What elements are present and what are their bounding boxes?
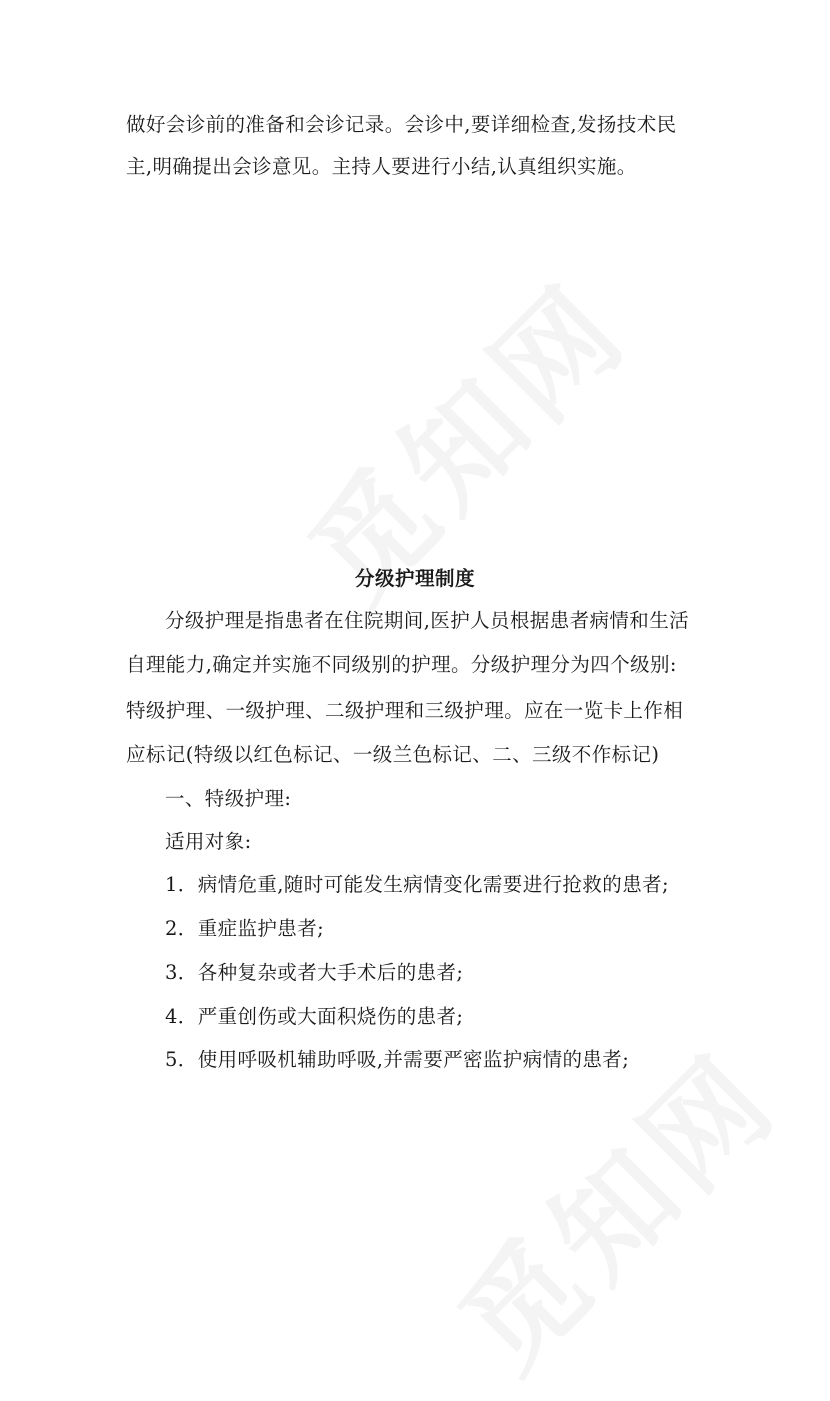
intro-line: 做好会诊前的准备和会诊记录。会诊中,要详细检查,发扬技术民 xyxy=(126,113,677,136)
paragraph-line: 自理能力,确定并实施不同级别的护理。分级护理分为四个级别: xyxy=(126,653,677,676)
subheading: 一、特级护理: xyxy=(165,787,292,810)
list-item: 1．病情危重,随时可能发生病情变化需要进行抢救的患者; xyxy=(165,873,669,896)
list-item: 2．重症监护患者; xyxy=(165,917,325,940)
paragraph-line: 特级护理、一级护理、二级护理和三级护理。应在一览卡上作相 xyxy=(126,699,684,722)
list-item: 4．严重创伤或大面积烧伤的患者; xyxy=(165,1005,464,1028)
paragraph-line: 分级护理是指患者在住院期间,医护人员根据患者病情和生活 xyxy=(165,609,689,632)
intro-line: 主,明确提出会诊意见。主持人要进行小结,认真组织实施。 xyxy=(126,155,637,178)
list-item: 3．各种复杂或者大手术后的患者; xyxy=(165,961,464,984)
list-item: 5．使用呼吸机辅助呼吸,并需要严密监护病情的患者; xyxy=(165,1048,630,1071)
section-title: 分级护理制度 xyxy=(354,567,475,590)
paragraph-line: 应标记(特级以红色标记、一级兰色标记、二、三级不作标记) xyxy=(126,743,660,766)
applicable-label: 适用对象: xyxy=(165,830,252,853)
